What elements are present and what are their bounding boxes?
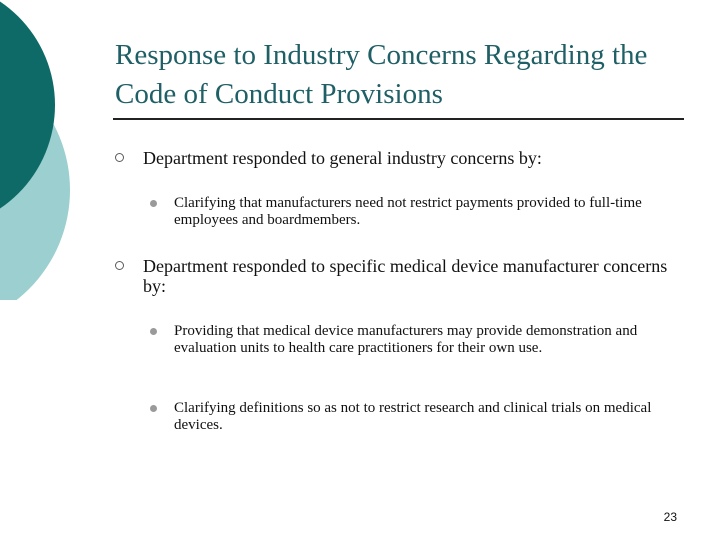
dot-bullet-icon <box>150 405 157 412</box>
sub-bullet-2-1-text: Providing that medical device manufacturers may provide demonstration and evaluation units to health care practitioners for their own use. <box>174 323 638 356</box>
decorative-circles <box>0 0 110 300</box>
bullet-1-text: Department responded to general industry concerns by: <box>143 148 542 168</box>
sub-bullet-1-1-text: Clarifying that manufacturers need not restrict payments provided to full-time employees and boardmembers. <box>174 195 642 228</box>
hollow-bullet-icon <box>115 153 124 162</box>
sub-bullet-2-2-text: Clarifying definitions so as not to restrict research and clinical trials on medical devices. <box>174 400 652 433</box>
dot-bullet-icon <box>150 200 157 207</box>
dot-bullet-icon <box>150 328 157 335</box>
page-number: 23 <box>663 510 677 524</box>
title-divider <box>113 118 684 120</box>
bullet-2-text: Department responded to specific medical device manufacturer concerns by: <box>143 256 668 296</box>
slide-title: Response to Industry Concerns Regarding the Code of Conduct Provisions <box>115 39 648 110</box>
hollow-bullet-icon <box>115 261 124 270</box>
